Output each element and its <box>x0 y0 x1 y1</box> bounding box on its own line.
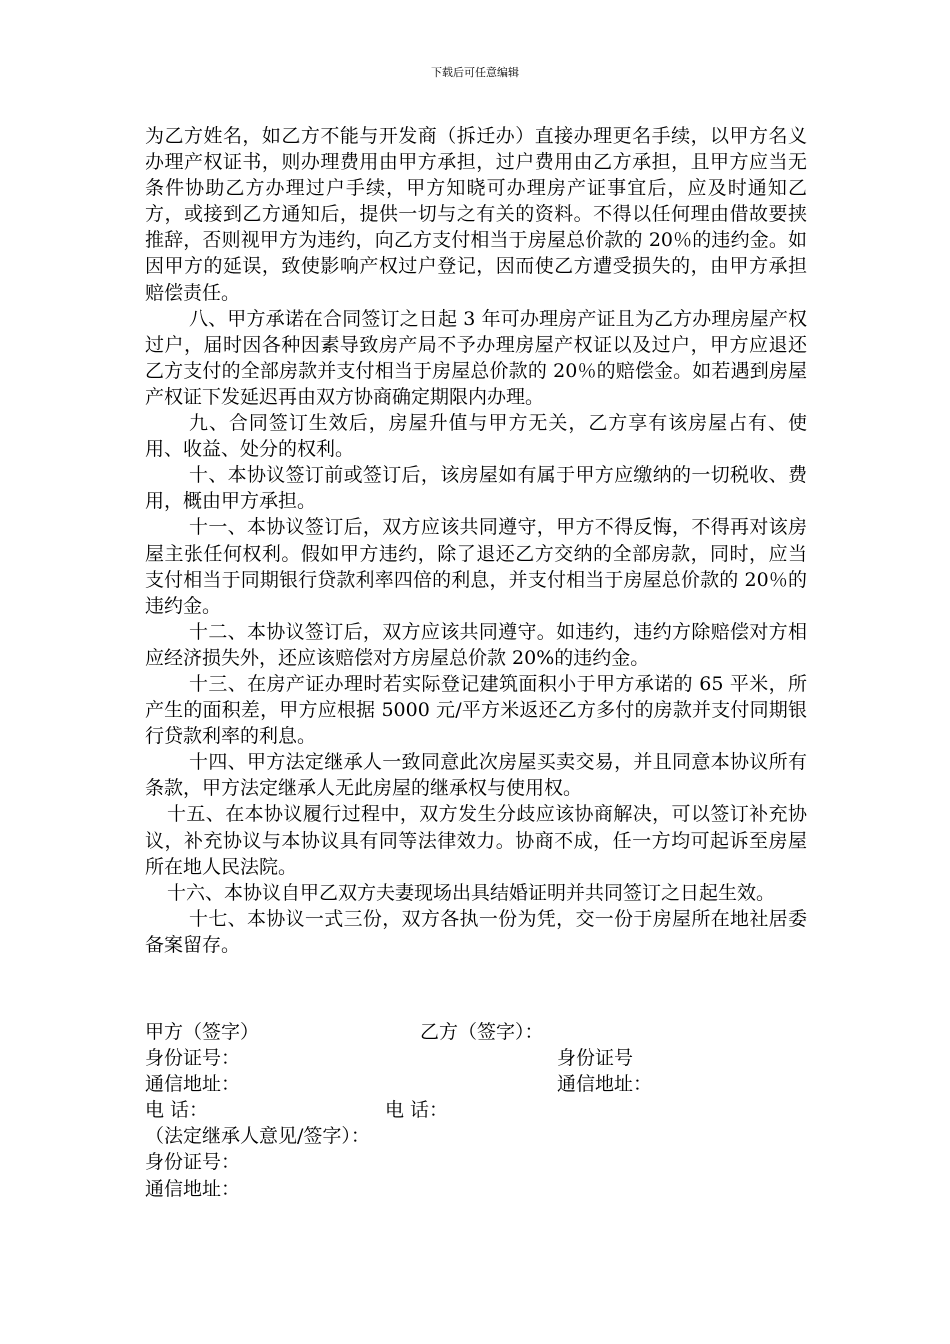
contract-body <box>145 123 807 958</box>
signature-row-heir-address <box>145 1176 807 1202</box>
party-b-sign-label: 乙方（签字）： <box>420 1021 544 1043</box>
signature-row-address <box>145 1071 807 1097</box>
party-b-id-label: 身份证号 <box>557 1047 634 1070</box>
party-a-address-label: 通信地址： <box>145 1073 241 1096</box>
paragraph-clause-15: 十五、在本协议履行过程中，双方发生分歧应该协商解决，可以签订补充协议，补充协议与本协议具有同等法律效力。协商不成，任一方均可起诉至房屋所在地人民法院。 <box>145 803 807 878</box>
signature-block <box>145 1019 807 1202</box>
paragraph-clause-14: 十四、甲方法定继承人一致同意此次房屋买卖交易，并且同意本协议所有条款，甲方法定继承人无此房屋的继承权与使用权。 <box>145 751 807 800</box>
paragraph-clause-13: 十三、在房产证办理时若实际登记建筑面积小于甲方承诺的 65 平米，所产生的面积差，甲方应根据 5000 元/平方米返还乙方多付的房款并支付同期银行贷款利率的利息。 <box>145 672 807 748</box>
signature-row-heir <box>145 1123 807 1149</box>
paragraph-clause-11: 十一、本协议签订后，双方应该共同遵守，甲方不得反悔，不得再对该房屋主张任何权利。假如甲方违约，除了退还乙方交纳的全部房款，同时，应当支付相当于同期银行贷款利率四倍的利息，并支付相当于房屋总价款的 20％的违约金。 <box>145 516 807 617</box>
signature-row-phone <box>145 1097 807 1123</box>
signature-row-heir-id <box>145 1149 807 1175</box>
party-a-phone-label: 电 话： <box>145 1099 209 1122</box>
paragraph-clause-8: 八、甲方承诺在合同签订之日起 3 年可办理房产证且为乙方办理房屋产权过户，届时因各种因素导致房产局不予办理房屋产权证以及过户，甲方应退还乙方支付的全部房款并支付相当于房屋总价款的 20％的赔偿金。如若遇到房屋产权证下发延迟再由双方协商确定期限内办理。 <box>145 307 807 408</box>
paragraph-clause-7-continued: 为乙方姓名，如乙方不能与开发商（拆迁办）直接办理更名手续，以甲方名义办理产权证书，则办理费用由甲方承担，过户费用由乙方承担，且甲方应当无条件协助乙方办理过户手续，甲方知晓可办理房产证事宜后，应及时通知乙方，或接到乙方通知后，提供一切与之有关的资料。不得以任何理由借故要挟推辞，否则视甲方为违约，向乙方支付相当于房屋总价款的 20％的违约金。如因甲方的延误，致使影响产权过户登记，因而使乙方遭受损失的，由甲方承担赔偿责任。 <box>145 125 807 304</box>
paragraph-clause-12: 十二、本协议签订后，双方应该共同遵守。如违约，违约方除赔偿对方相应经济损失外，还应该赔偿对方房屋总价款 20%的违约金。 <box>145 620 807 669</box>
heir-sign-label: （法定继承人意见/签字）： <box>145 1125 370 1148</box>
paragraph-clause-16: 十六、本协议自甲乙双方夫妻现场出具结婚证明并共同签订之日起生效。 <box>167 881 776 904</box>
paragraph-clause-9: 九、合同签订生效后，房屋升值与甲方无关，乙方享有该房屋占有、使用、收益、处分的权利。 <box>145 412 807 461</box>
heir-address-label: 通信地址： <box>145 1177 241 1200</box>
signature-row-sign <box>145 1019 807 1045</box>
signature-row-id <box>145 1045 807 1071</box>
party-b-address-label: 通信地址： <box>557 1073 653 1096</box>
party-b-phone-label: 电 话： <box>385 1099 449 1122</box>
heir-id-label: 身份证号： <box>145 1151 241 1174</box>
paragraph-clause-10: 十、本协议签订前或签订后，该房屋如有属于甲方应缴纳的一切税收、费用，概由甲方承担。 <box>145 464 807 513</box>
party-a-id-label: 身份证号： <box>145 1047 241 1070</box>
party-a-sign-label: 甲方（签字） <box>145 1021 260 1043</box>
paragraph-clause-17: 十七、本协议一式三份，双方各执一份为凭，交一份于房屋所在地社居委备案留存。 <box>145 907 807 956</box>
page-header: 下载后可任意编辑 <box>431 66 519 79</box>
